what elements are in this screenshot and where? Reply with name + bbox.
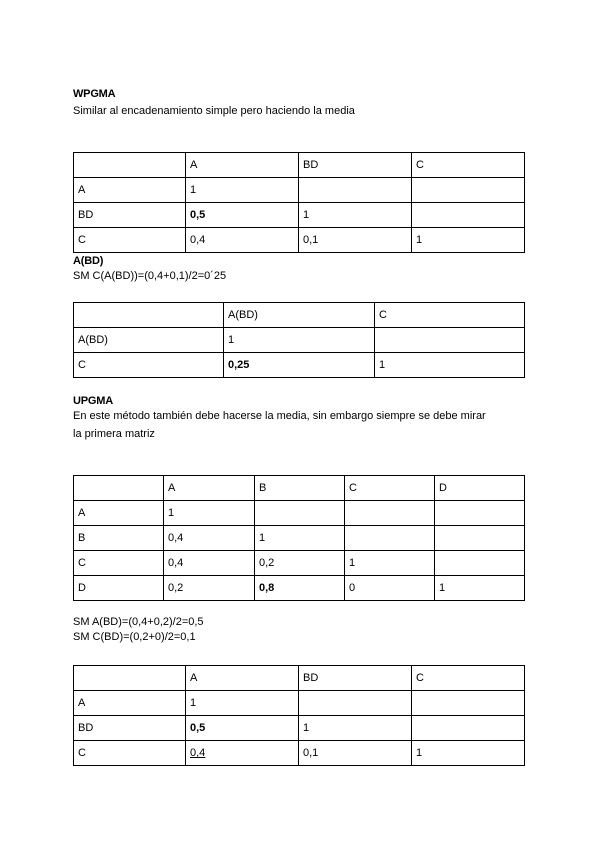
table-cell: 0,2 — [164, 576, 255, 601]
table-row — [74, 691, 525, 716]
upgma-formula-2: SM C(BD)=(0,2+0)/2=0,1 — [73, 631, 196, 643]
upgma-heading: UPGMA — [73, 395, 113, 407]
table-cell — [299, 178, 412, 203]
table-cell: 0,1 — [299, 228, 412, 253]
upgma-matrix-1 — [73, 475, 525, 601]
table-cell: 0,4 — [164, 526, 255, 551]
table-cell-highlighted: 0,5 — [186, 203, 299, 228]
row-label: B — [74, 526, 164, 551]
table-header-row — [74, 666, 525, 691]
row-label: BD — [74, 203, 186, 228]
table-cell — [435, 551, 525, 576]
header-cell — [74, 303, 224, 328]
row-label: C — [74, 353, 224, 378]
header-cell: BD — [299, 666, 412, 691]
header-cell: A — [186, 666, 299, 691]
row-label: BD — [74, 716, 186, 741]
header-cell: C — [345, 476, 435, 501]
table-cell — [345, 526, 435, 551]
wpgma-description: Similar al encadenamiento simple pero haciendo la media — [73, 105, 355, 117]
table-row — [74, 576, 525, 601]
table-cell: 1 — [186, 691, 299, 716]
table-cell — [412, 178, 525, 203]
table-cell: 1 — [345, 551, 435, 576]
wpgma-heading: WPGMA — [73, 88, 116, 100]
wpgma-step-formula: SM C(A(BD))=(0,4+0,1)/2=0´25 — [73, 270, 227, 282]
row-label: A — [74, 501, 164, 526]
header-cell — [74, 476, 164, 501]
wpgma-matrix-1 — [73, 152, 525, 253]
table-cell: 0,4 — [186, 228, 299, 253]
table-cell-highlighted: 0,25 — [224, 353, 375, 378]
wpgma-step-heading: A(BD) — [73, 255, 104, 267]
upgma-description-line-2: la primera matriz — [73, 428, 155, 440]
row-label: A — [74, 691, 186, 716]
header-cell: D — [435, 476, 525, 501]
header-cell: A(BD) — [224, 303, 375, 328]
table-cell: 1 — [299, 203, 412, 228]
upgma-matrix-2 — [73, 665, 525, 766]
table-row — [74, 178, 525, 203]
table-cell: 1 — [299, 716, 412, 741]
table-cell: 0,1 — [299, 741, 412, 766]
table-row — [74, 741, 525, 766]
table-row — [74, 716, 525, 741]
row-label: A — [74, 178, 186, 203]
table-cell — [255, 501, 345, 526]
table-row — [74, 203, 525, 228]
table-header-row — [74, 303, 525, 328]
table-row — [74, 328, 525, 353]
table-cell-underlined: 0,4 — [186, 741, 299, 766]
table-cell: 1 — [164, 501, 255, 526]
table-cell: 1 — [255, 526, 345, 551]
header-cell: BD — [299, 153, 412, 178]
table-row — [74, 501, 525, 526]
table-cell — [345, 501, 435, 526]
header-cell: B — [255, 476, 345, 501]
row-label: C — [74, 228, 186, 253]
table-cell-highlighted: 0,5 — [186, 716, 299, 741]
table-cell: 1 — [412, 228, 525, 253]
table-cell: 1 — [435, 576, 525, 601]
header-cell — [74, 153, 186, 178]
table-cell — [412, 691, 525, 716]
header-cell: C — [412, 153, 525, 178]
row-label: C — [74, 741, 186, 766]
upgma-description-line-1: En este método también debe hacerse la media, sin embargo siempre se debe mirar — [73, 410, 486, 422]
header-cell — [74, 666, 186, 691]
header-cell: C — [375, 303, 525, 328]
table-row — [74, 551, 525, 576]
table-cell: 0 — [345, 576, 435, 601]
table-row — [74, 526, 525, 551]
table-cell: 1 — [412, 741, 525, 766]
table-cell: 1 — [375, 353, 525, 378]
table-header-row — [74, 153, 525, 178]
header-cell: A — [164, 476, 255, 501]
header-cell: A — [186, 153, 299, 178]
row-label: D — [74, 576, 164, 601]
table-cell — [412, 203, 525, 228]
table-cell: 1 — [224, 328, 375, 353]
table-header-row — [74, 476, 525, 501]
table-cell — [412, 716, 525, 741]
table-cell: 0,4 — [164, 551, 255, 576]
table-cell — [375, 328, 525, 353]
table-cell — [435, 501, 525, 526]
wpgma-matrix-2 — [73, 302, 525, 378]
header-cell: C — [412, 666, 525, 691]
table-cell — [299, 691, 412, 716]
row-label: A(BD) — [74, 328, 224, 353]
table-row — [74, 228, 525, 253]
table-cell-highlighted: 0,8 — [255, 576, 345, 601]
table-cell — [435, 526, 525, 551]
row-label: C — [74, 551, 164, 576]
table-cell: 1 — [186, 178, 299, 203]
table-row — [74, 353, 525, 378]
table-cell: 0,2 — [255, 551, 345, 576]
upgma-formula-1: SM A(BD)=(0,4+0,2)/2=0,5 — [73, 616, 204, 628]
